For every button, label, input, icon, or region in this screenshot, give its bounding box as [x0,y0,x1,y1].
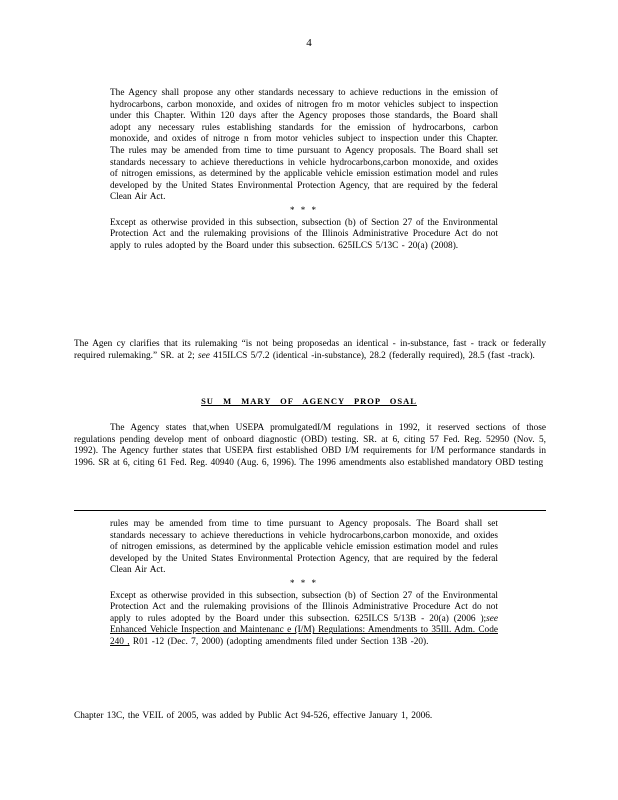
ellipsis-stars: * * * [290,577,318,588]
ellipsis-stars: * * * [290,204,318,215]
quote-paragraph: Except as otherwise provided in this subsection, subsection (b) of Section 27 of the Environmental Protection Act and the rulemaking provisions of the Illinois Administrative Procedure Act do not apply to rules adopted by the Board under this subsection. 625ILCS 5/13C - 20(a) (2008). [110,217,498,251]
signal-see: see [198,350,210,361]
section-heading: SU M MARY OF AGENCY PROP OSAL [201,396,417,406]
citation-link: Enhanced Vehicle Inspection and Maintenanc e (I/M) Regulations: Amendments to 35Ill. Adm. Code 240 , [110,625,498,647]
paragraph-text: 415ILCS 5/7.2 (identical -in-substance), 28.2 (federally required), 28.5 (fast -track). [209,350,535,361]
page-number: 4 [306,37,312,49]
quote-paragraph: The Agency shall propose any other standards necessary to achieve reductions in the emission of hydrocarbons, carbon monoxide, and oxides of nitrogen fro m motor vehicles subject to inspection under this Chapter. Within 120 days after the Agency proposes those standards, the Board shall adopt any necessary rules establishing standards for the emission of hydrocarbons, carbon monoxide, and oxides of nitroge n from motor vehicles subject to inspection under this Chapter. The rules may be amended from time to time pursuant to Agency proposals. The Board shall set standards necessary to achieve thereductions in vehicle hydrocarbons,carbon monoxide, and oxides of nitrogen emissions, as determined by the applicable vehicle emission estimation model and rules developed by the United States Environmental Protection Agency, that are required by the federal Clean Air Act. [110,88,498,203]
quote-text: R01 -12 (Dec. 7, 2000) (adopting amendments filed under Section 13B -20). [129,636,429,647]
quote-text: Except as otherwise provided in this subsection, subsection (b) of Section 27 of the Environmental Protection Act and the rulemaking provisions of the Illinois Administrative Procedure Act do not apply to rules adopted by the Board under this subsection. 625ILCS 5/13B - 20(a) (2006 ); [110,590,498,624]
body-paragraph-2: The Agency states that,when USEPA promulgatedI/M regulations in 1992, it reserved sections of those regulations pending develop ment of onboard diagnostic (OBD) testing. SR. at 6, citing 57 Fed. Reg. 52950 (Nov. 5, 1992). The Agency further states that USEPA first established OBD I/M requirements for I/M performance standards in 1996. SR at 6, citing 61 Fed. Reg. 40940 (Aug. 6, 1996). The 1996 amendments also established mandatory OBD testing [74,423,546,468]
signal-see: see [486,613,498,624]
quote-paragraph [110,591,498,649]
paragraph-text: The Agen cy clarifies that its rulemaking “is not being proposedas an identical - in-substance, fast - track or federally required rulemaking.” SR. at 2; [74,339,546,361]
block-quote-1 [110,88,498,252]
footnote-quote [110,519,498,649]
footnote-text: Chapter 13C, the VEIL of 2005, was added by Public Act 94-526, effective January 1, 2006. [74,711,433,721]
footnote-divider [74,510,546,511]
quote-paragraph: rules may be amended from time to time pursuant to Agency proposals. The Board shall set standards necessary to achieve thereductions in vehicle hydrocarbons,carbon monoxide, and oxides of nitrogen emissions, as determined by the applicable vehicle emission estimation model and rules developed by the United States Environmental Protection Agency, that are required by the federal Clean Air Act. [110,519,498,576]
body-paragraph-1 [74,339,546,362]
